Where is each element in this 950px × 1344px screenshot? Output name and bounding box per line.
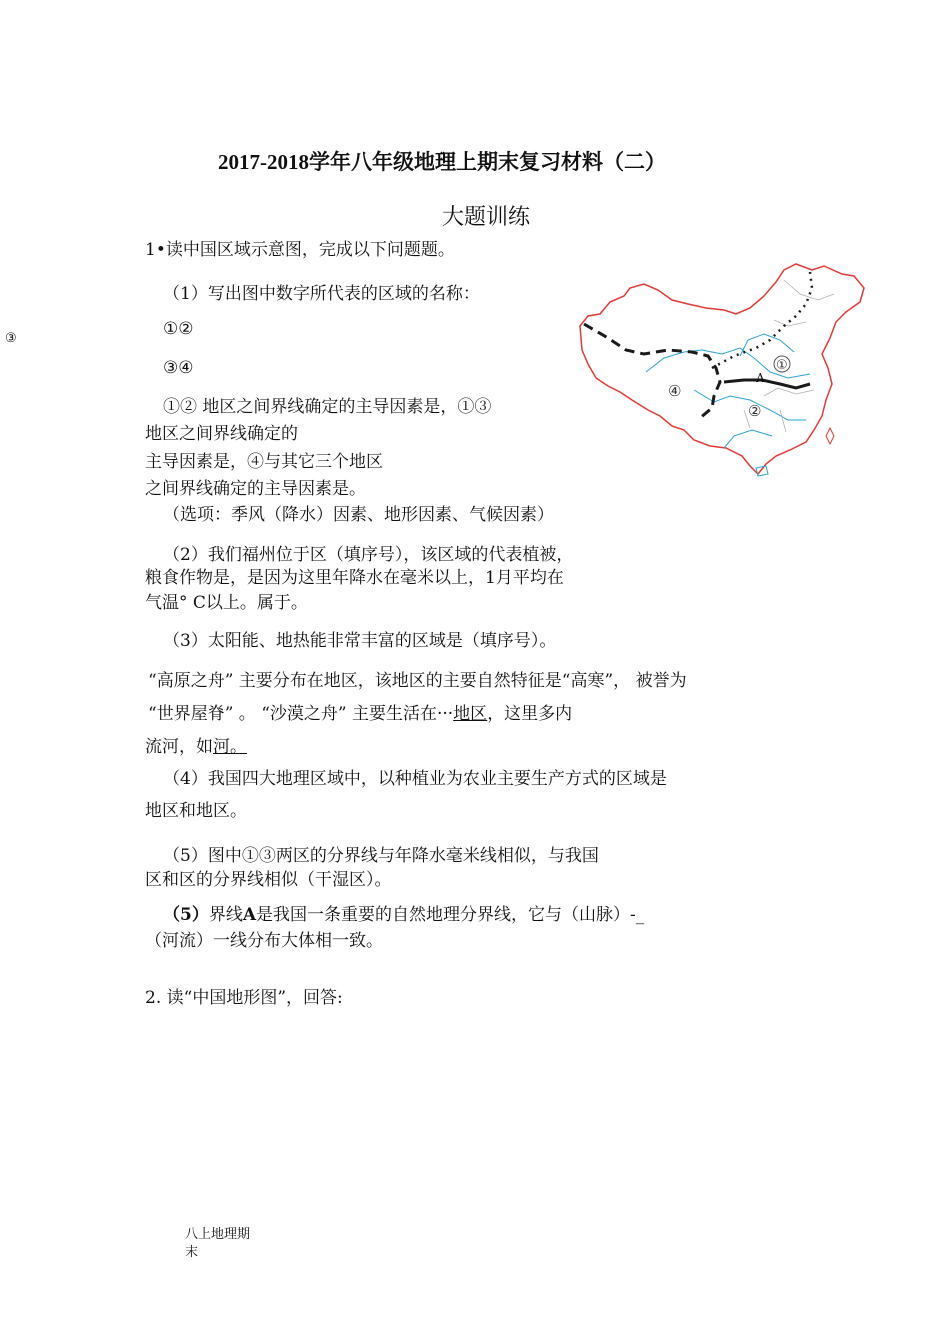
marker-four: ④: [668, 382, 682, 400]
q2-intro: 2. 读“中国地形图”，回答:: [145, 988, 343, 1008]
q1-part6-text: 界线: [208, 905, 243, 925]
q1-part4-a: （4）我国四大地理区域中，以种植业为农业主要生产方式的区域是: [163, 769, 667, 789]
q1-part1-a: ①②: [163, 319, 194, 339]
q1-part1-c: ①② 地区之间界线确定的主导因素是，①③: [163, 397, 492, 417]
marker-a: A: [756, 371, 765, 385]
marker-one: ①: [776, 358, 788, 373]
q1-part2-a: （2）我们福州位于区（填序号），该区域的代表植被，: [163, 545, 574, 565]
china-region-map: [574, 260, 866, 478]
q1-part1-options: （选项：季风（降水）因素、地形因素、气候因素）: [163, 505, 554, 525]
country-border: [580, 264, 864, 474]
q1-part2-b: 粮食作物是，是因为这里年降水在毫米以上，1月平均在: [145, 568, 564, 588]
q1-part5-b: 区和区的分界线相似（干湿区）。: [145, 870, 392, 890]
q1-part3-c: [148, 703, 572, 725]
island-taiwan: [826, 428, 834, 444]
marker-two: ②: [748, 402, 762, 420]
q1-part5-a: （5）图中①③两区的分界线与年降水毫米线相似，与我国: [163, 846, 599, 866]
q1-part3-b: “高原之舟” 主要分布在地区，该地区的主要自然特征是“高寒”， 被誉为: [148, 671, 687, 691]
q1-intro: 1•读中国区域示意图，完成以下问题题。: [145, 240, 455, 260]
q1-part6-b: （河流）一线分布大体相一致。: [145, 931, 383, 951]
q1-part6-a: [163, 904, 644, 926]
footer-line-1: 八上地理期: [185, 1227, 251, 1242]
q1-part6-line-label: A: [242, 905, 257, 925]
q1-part4-b: 地区和地区。: [145, 801, 247, 821]
dashed-boundary-west: [584, 324, 720, 418]
dotted-boundary-north: [712, 272, 812, 368]
footer-line-2: 末: [185, 1245, 199, 1260]
q1-part1-b: ③④: [163, 358, 194, 378]
q1-part6-tail: 是我国一条重要的自然地理分界线，它与（山脉）-_: [256, 905, 645, 925]
island-hainan: [756, 466, 768, 476]
q1-part1-e: 主导因素是，④与其它三个地区: [145, 452, 383, 472]
q1-part3-d-text: 流河，如: [145, 737, 213, 757]
page-title: 2017-2018学年八年级地理上期末复习材料（二）: [218, 150, 666, 174]
q1-part1: （1）写出图中数字所代表的区域的名称：: [163, 284, 480, 304]
q1-part1-f: 之间界线确定的主导因素是。: [145, 479, 366, 499]
boundary-line-a: [724, 380, 810, 388]
margin-mark: ③: [5, 331, 17, 346]
q1-part3-d: [145, 736, 247, 758]
q1-part1-d: 地区之间界线确定的: [145, 424, 298, 444]
q1-part3-d-underlined: 河。: [213, 737, 247, 757]
q1-part6-num: （5）: [163, 905, 209, 925]
q1-part3-c-tail: ，这里多内: [487, 704, 573, 724]
page-subtitle: 大题训练: [442, 205, 531, 230]
q1-part3-c-underlined: 地区: [453, 704, 488, 724]
q1-part3-c-text: “世界屋脊” 。 “沙漠之舟” 主要生活在···: [148, 704, 454, 724]
q1-part3-a: （3）太阳能、地热能非常丰富的区域是（填序号）。: [163, 631, 557, 651]
q1-part2-c: 气温° C以上。属于。: [145, 593, 308, 613]
